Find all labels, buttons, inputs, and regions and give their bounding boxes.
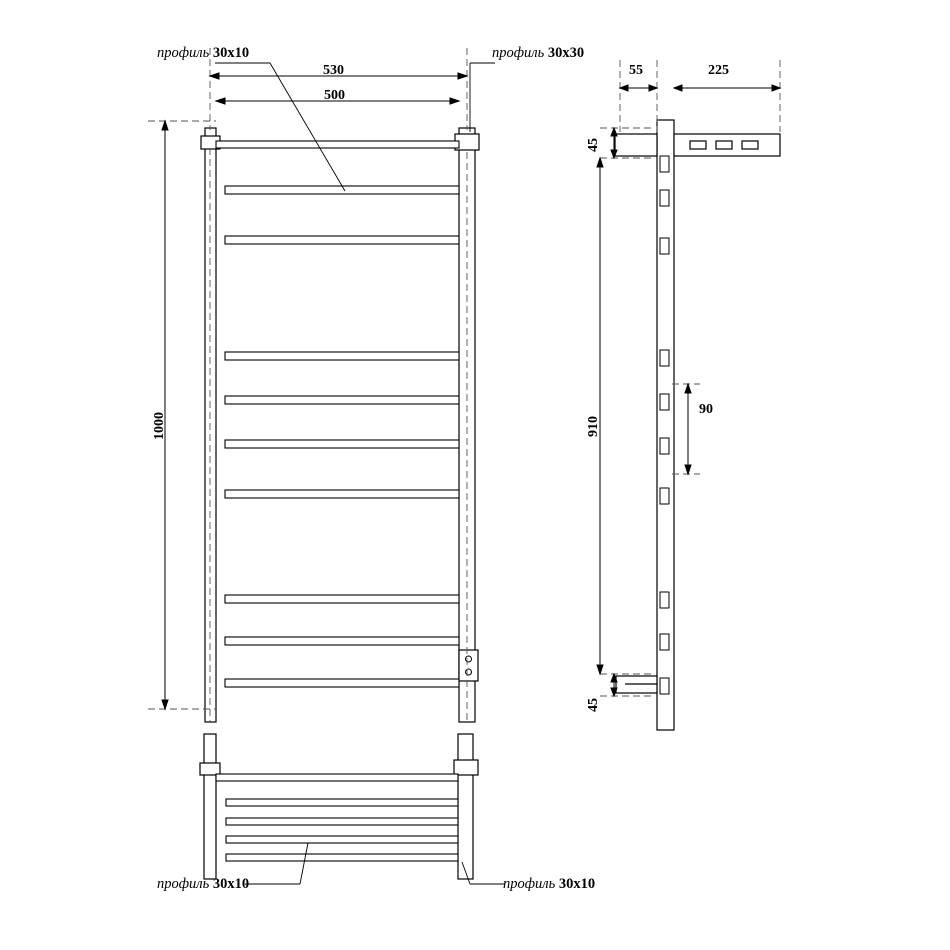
front-leader-lines <box>215 63 495 191</box>
front-right-upright <box>459 128 475 722</box>
dim-label-90: 90 <box>699 402 713 417</box>
side-bottom-bracket <box>616 676 657 693</box>
label-profile-30x10-front-top: профиль 30x10 <box>157 45 250 61</box>
dim-label-910: 910 <box>586 416 601 437</box>
label-profile-30x10-bottom-right: профиль 30x10 <box>503 876 596 892</box>
dim-label-530: 530 <box>323 63 344 78</box>
front-rungs <box>216 141 459 687</box>
front-control-indicator-top <box>466 656 472 662</box>
dim-line-55 <box>620 85 657 91</box>
front-control-indicator-bottom <box>466 669 472 675</box>
dim-label-55: 55 <box>629 63 643 78</box>
dim-label-45-top: 45 <box>586 138 601 152</box>
side-top-bracket <box>615 134 780 156</box>
dim-label-1000: 1000 <box>152 412 167 440</box>
dim-label-500: 500 <box>324 88 345 103</box>
dim-line-225 <box>674 85 780 91</box>
label-profile-30x30-front-top: профиль 30x30 <box>492 45 585 61</box>
dim-label-45-bottom: 45 <box>586 698 601 712</box>
front-extension-lines <box>148 48 467 722</box>
front-control-block <box>459 650 478 681</box>
dim-line-90 <box>685 384 691 474</box>
dim-label-225: 225 <box>708 63 729 78</box>
front-left-upright <box>205 128 216 722</box>
bottom-view-rungs <box>216 774 458 861</box>
label-profile-30x10-bottom-left: профиль 30x10 <box>157 876 250 892</box>
